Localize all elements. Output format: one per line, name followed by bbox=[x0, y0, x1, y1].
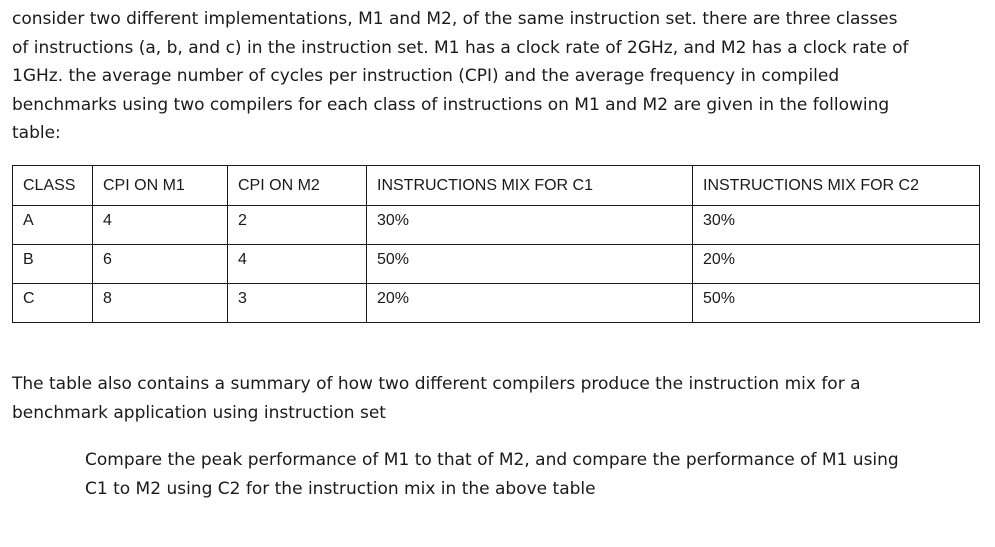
table-cell: 50% bbox=[693, 284, 980, 323]
header-cpi-m1: CPI ON M1 bbox=[93, 166, 228, 206]
table-cell: 30% bbox=[367, 206, 693, 245]
intro-line: 1GHz. the average number of cycles per instruction (CPI) and the average frequency in compiled bbox=[12, 66, 840, 86]
header-cpi-m2: CPI ON M2 bbox=[228, 166, 367, 206]
header-class: CLASS bbox=[13, 166, 93, 206]
intro-paragraph bbox=[12, 5, 908, 148]
table-cell: 3 bbox=[228, 284, 367, 323]
header-mix-c1: INSTRUCTIONS MIX FOR C1 bbox=[367, 166, 693, 206]
table-cell: 4 bbox=[228, 245, 367, 284]
table-cell: C bbox=[13, 284, 93, 323]
table-cell: 4 bbox=[93, 206, 228, 245]
question-line: C1 to M2 using C2 for the instruction mix in the above table bbox=[85, 478, 596, 499]
intro-line: table: bbox=[12, 123, 61, 143]
table-cell: 2 bbox=[228, 206, 367, 245]
intro-line: benchmarks using two compilers for each class of instructions on M1 and M2 are given in the following bbox=[12, 94, 890, 115]
table-cell: A bbox=[13, 206, 93, 245]
summary-paragraph bbox=[12, 370, 861, 427]
table-cell: 6 bbox=[93, 245, 228, 284]
intro-line: consider two different implementations, M1 and M2, of the same instruction set. there are three classes bbox=[12, 9, 898, 29]
summary-line: The table also contains a summary of how two different compilers produce the instruction mix for a bbox=[12, 374, 861, 394]
table-row bbox=[13, 245, 980, 284]
intro-line: of instructions (a, b, and c) in the instruction set. M1 has a clock rate of 2GHz, and M2 has a clock rate of bbox=[12, 37, 909, 58]
table-cell: B bbox=[13, 245, 93, 284]
table-cell: 20% bbox=[367, 284, 693, 323]
table-cell: 30% bbox=[693, 206, 980, 245]
table-cell: 8 bbox=[93, 284, 228, 323]
table-cell: 50% bbox=[367, 245, 693, 284]
table-cell: 20% bbox=[693, 245, 980, 284]
summary-line: benchmark application using instruction set bbox=[12, 402, 386, 423]
table-row bbox=[13, 206, 980, 245]
cpi-table bbox=[12, 165, 980, 323]
question-paragraph bbox=[85, 446, 899, 503]
header-mix-c2: INSTRUCTIONS MIX FOR C2 bbox=[693, 166, 980, 206]
question-line: Compare the peak performance of M1 to that of M2, and compare the performance of M1 using bbox=[85, 450, 899, 470]
table-header-row bbox=[13, 166, 980, 206]
table-row bbox=[13, 284, 980, 323]
